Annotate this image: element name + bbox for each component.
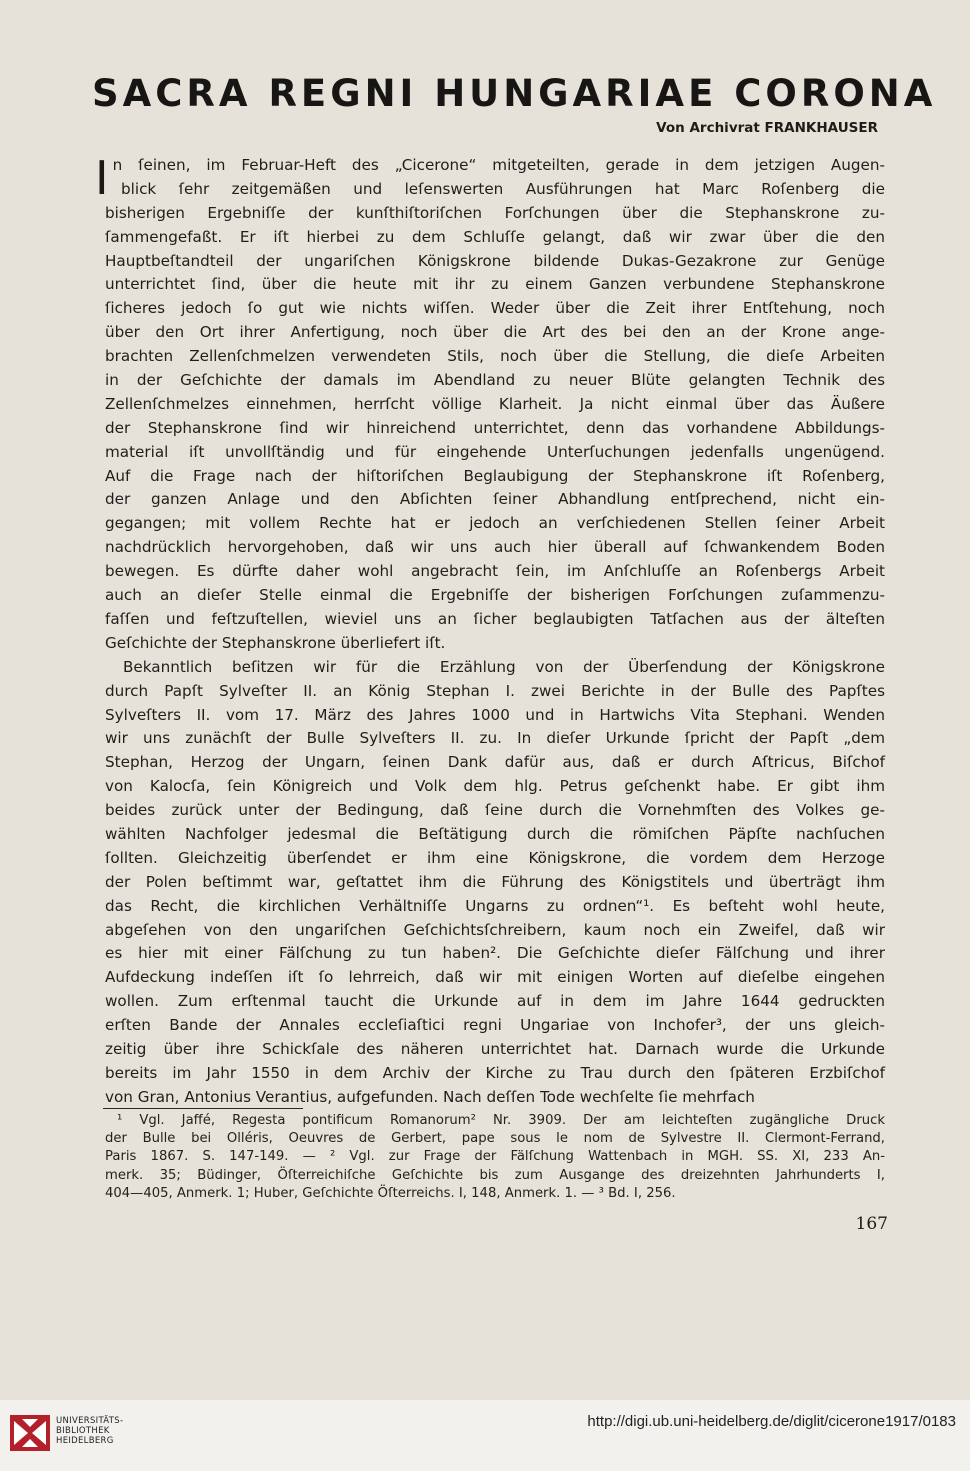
body-line: ſollten. Gleichzeitig überſendet er ihm eine Königskrone, die vordem dem Herzoge bbox=[105, 848, 885, 867]
body-line: Auf die Frage nach der hiſtoriſchen Beglaubigung der Stephanskrone iſt Roſenberg, bbox=[105, 466, 885, 485]
author-byline: Von Archivrat FRANKHAUSER bbox=[656, 120, 878, 136]
body-line: n ſeinen, im Februar-Heft des „Cicerone“ mitgeteilten, gerade in dem jetzigen Augen- bbox=[112, 156, 885, 174]
body-line: von Kalocſa, ſein Königreich und Volk dem hlg. Petrus geſchenkt habe. Er gibt ihm bbox=[105, 777, 885, 796]
body-line: erſten Bande der Annales eccleſiaſtici regni Ungariae von Inchofer³, der uns gleich- bbox=[105, 1016, 885, 1035]
body-line: wählten Nachfolger jedesmal die Beſtätigung durch die römiſchen Päpſte nachſuchen bbox=[105, 824, 885, 843]
body-line: über den Ort ihrer Anfertigung, noch über die Art des bei den an der Krone ange- bbox=[105, 323, 885, 342]
article-body bbox=[95, 151, 885, 1110]
body-line: unterrichtet ſind, über die heute mit ihr zu einem Ganzen verbundene Stephanskrone bbox=[105, 275, 885, 294]
footnote-line: ¹ Vgl. Jaffé, Regesta pontificum Romanorum² Nr. 3909. Der am leichteſten zugängliche Druck bbox=[117, 1113, 885, 1128]
body-line: es hier mit einer Fälſchung zu tun haben². Die Geſchichte dieſer Fälſchung und ihrer bbox=[105, 944, 885, 963]
body-line: Stephan, Herzog der Ungarn, ſeinen Dank dafür aus, daß er durch Aſtricus, Biſchof bbox=[105, 753, 885, 772]
body-line: zeitig über ihre Schickſale des näheren unterrichtet hat. Darnach wurde die Urkunde bbox=[105, 1039, 885, 1058]
body-line: bewegen. Es dürfte daher wohl angebracht ſein, im Anſchluſſe an Roſenbergs Arbeit bbox=[105, 562, 885, 581]
footnote-line: 404—405, Anmerk. 1; Huber, Geſchichte Öſterreichs. I, 148, Anmerk. 1. — ³ Bd. I, 256. bbox=[105, 1185, 676, 1201]
body-line: nachdrücklich hervorgehoben, daß wir uns auch hier überall auf ſchwankendem Boden bbox=[105, 538, 885, 557]
body-line: in der Geſchichte der damals im Abendland zu neuer Blüte gelangten Technik des bbox=[105, 371, 885, 390]
body-line: blick ſehr zeitgemäßen und leſenswerten Ausführungen hat Marc Roſenberg die bbox=[121, 179, 885, 198]
body-line: wir uns zunächſt der Bulle Sylveſters II. zu. In dieſer Urkunde ſpricht der Papſt „dem bbox=[105, 729, 885, 748]
body-line: der ganzen Anlage und den Abſichten ſeiner Abhandlung entſprechend, nicht ein- bbox=[105, 490, 885, 509]
footnote-rule bbox=[103, 1108, 303, 1109]
footnote-line: merk. 35; Büdinger, Öſterreichiſche Geſchichte bis zum Ausgange des dreizehnten Jahrhunderts I, bbox=[105, 1167, 885, 1183]
body-line: bisherigen Ergebniſſe der kunſthiſtoriſchen Forſchungen über die Stephanskrone zu- bbox=[105, 203, 885, 222]
body-line: material iſt unvollſtändig und für eingehende Unterſuchungen jedenfalls ungenügend. bbox=[105, 442, 885, 461]
body-line: bereits im Jahr 1550 in dem Archiv der Kirche zu Trau durch den ſpäteren Erzbiſchof bbox=[105, 1063, 885, 1082]
body-line: Geſchichte der Stephanskrone überliefert iſt. bbox=[105, 633, 446, 652]
footnote-line: Paris 1867. S. 147-149. — ² Vgl. zur Frage der Fälſchung Wattenbach in MGH. SS. XI, 233 An- bbox=[105, 1149, 885, 1165]
body-line: der Polen beſtimmt war, geſtattet ihm die Führung des Königstitels und überträgt ihm bbox=[105, 872, 885, 891]
body-line: beides zurück unter der Bedingung, daß ſeine durch die Vornehmſten des Volkes ge- bbox=[105, 801, 885, 820]
footer-bar bbox=[0, 1400, 970, 1471]
body-line: abgeſehen von den ungariſchen Geſchichtsſchreibern, kaum noch ein Zweifel, daß wir bbox=[105, 920, 885, 939]
body-line: Sylveſters II. vom 17. März des Jahres 1000 und in Hartwichs Vita Stephani. Wenden bbox=[105, 705, 885, 724]
body-line: Bekanntlich beſitzen wir für die Erzählung von der Überſendung der Königskrone bbox=[123, 657, 885, 676]
footnotes bbox=[105, 1112, 885, 1203]
page-number: 167 bbox=[855, 1214, 888, 1234]
footnote-line: der Bulle bei Olléris, Oeuvres de Gerbert, pape sous le nom de Sylvestre II. Clermont-Ferrand, bbox=[105, 1131, 885, 1147]
body-line: durch Papſt Sylveſter II. an König Stephan I. zwei Berichte in der Bulle des Papſtes bbox=[105, 681, 885, 700]
body-line: ſammengefaßt. Er iſt hierbei zu dem Schluſſe gelangt, daß wir zwar über die den bbox=[105, 227, 885, 246]
digital-url-link[interactable]: http://digi.ub.uni-heidelberg.de/diglit/cicerone1917/0183 bbox=[587, 1413, 956, 1430]
body-line: wollen. Zum erſtenmal taucht die Urkunde auf in dem im Jahre 1644 gedruckten bbox=[105, 992, 885, 1011]
body-line: Hauptbeſtandteil der ungariſchen Königskrone bildende Dukas-Gezakrone zur Genüge bbox=[105, 251, 885, 270]
body-line: der Stephanskrone ſind wir hinreichend unterrichtet, denn das vorhandene Abbildungs- bbox=[105, 418, 885, 437]
drop-cap: I bbox=[95, 151, 109, 205]
body-line: brachten Zellenſchmelzen verwendeten Stils, noch über die Stellung, die dieſe Arbeiten bbox=[105, 347, 885, 366]
body-line: Aufdeckung indeſſen iſt ſo lehrreich, daß wir mit einigen Worten auf dieſelbe eingehen bbox=[105, 968, 885, 987]
body-line: das Recht, die kirchlichen Verhältniſſe Ungarns zu ordnen“¹. Es beſteht wohl heute, bbox=[105, 896, 885, 915]
body-line: faſſen und feſtzuſtellen, wieviel uns an ſicher beglaubigten Tatſachen aus der älteſten bbox=[105, 609, 885, 628]
body-line: auch an dieſer Stelle einmal die Ergebniſſe der bisherigen Forſchungen zuſammenzu- bbox=[105, 586, 885, 605]
library-name: UNIVERSITÄTS- BIBLIOTHEK HEIDELBERG bbox=[56, 1416, 124, 1446]
body-line: gegangen; mit vollem Rechte hat er jedoch an verſchiedenen Stellen ſeiner Arbeit bbox=[105, 514, 885, 533]
article-title: SACRA REGNI HUNGARIAE CORONA bbox=[92, 72, 937, 115]
body-line: Zellenſchmelzes einnehmen, herrſcht völlige Klarheit. Ja nicht einmal über das Äußere bbox=[105, 394, 885, 413]
body-line: ſicheres jedoch ſo gut wie nichts wiſſen. Weder über die Zeit ihrer Entſtehung, noch bbox=[105, 299, 885, 318]
university-seal-icon bbox=[8, 1413, 52, 1453]
body-line: von Gran, Antonius Verantius, aufgefunden. Nach deſſen Tode wechſelte ſie mehrfach bbox=[105, 1087, 755, 1106]
